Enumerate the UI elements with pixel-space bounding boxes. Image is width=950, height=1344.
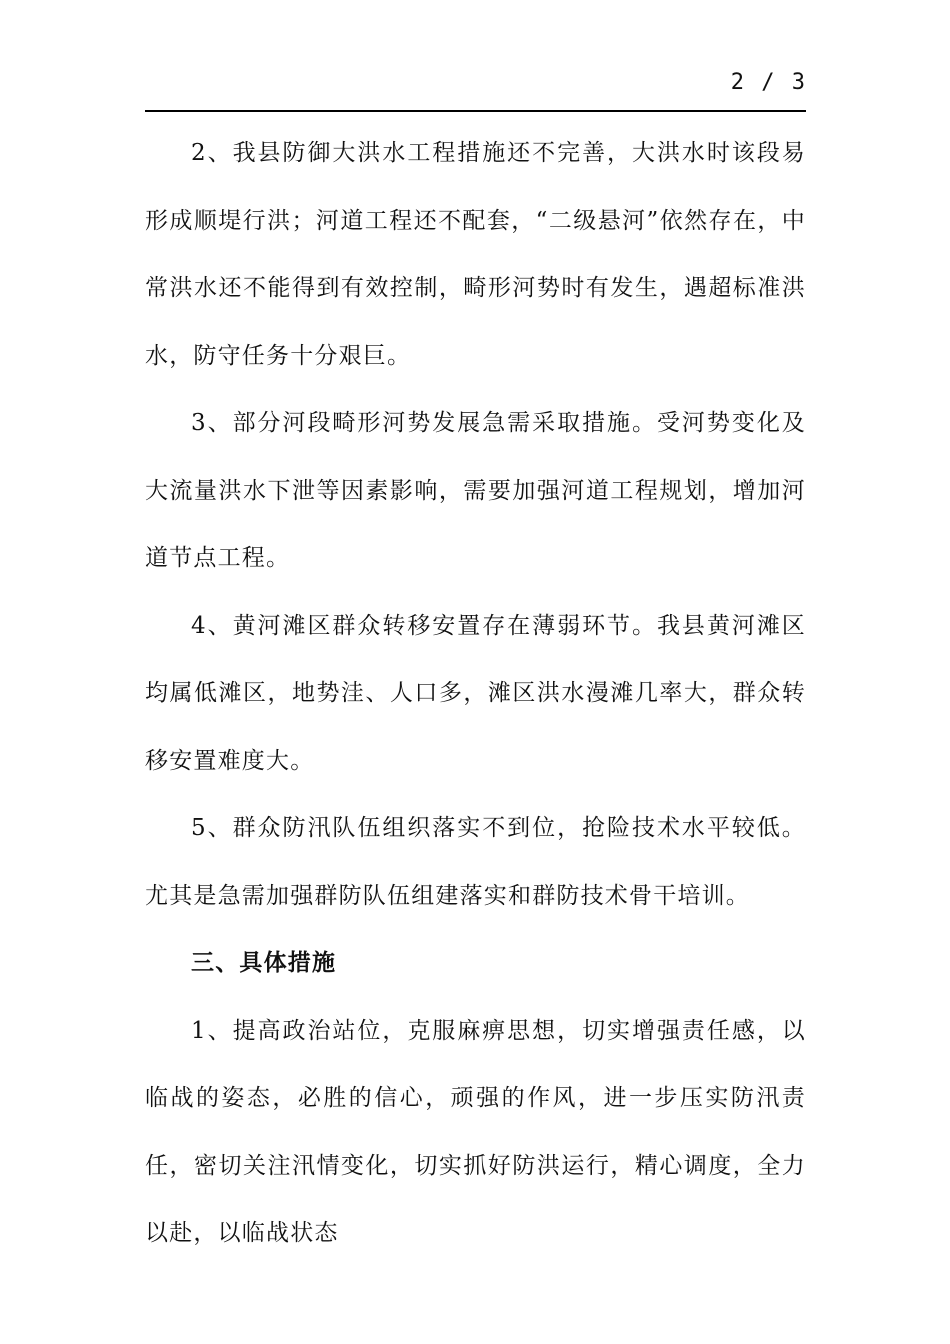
section-heading: 三、具体措施	[191, 950, 337, 976]
document-body	[145, 120, 806, 1268]
page-number: 2 / 3	[730, 70, 807, 95]
paragraph-2: 2、我县防御大洪水工程措施还不完善，大洪水时该段易形成顺堤行洪；河道工程还不配套，“二级悬河”依然存在，中常洪水还不能得到有效控制，畸形河势时有发生，遇超标准洪水，防守任务十分艰巨。	[145, 140, 806, 369]
paragraph-5: 5、群众防汛队伍组织落实不到位，抢险技术水平较低。尤其是急需加强群防队伍组建落实和群防技术骨干培训。	[145, 815, 806, 909]
paragraph-3: 3、部分河段畸形河势发展急需采取措施。受河势变化及大流量洪水下泄等因素影响，需要加强河道工程规划，增加河道节点工程。	[145, 410, 806, 571]
measure-1: 1、提高政治站位，克服麻痹思想，切实增强责任感，以临战的姿态，必胜的信心，顽强的作风，进一步压实防汛责任，密切关注汛情变化，切实抓好防洪运行，精心调度，全力以赴，以临战状态	[145, 1017, 806, 1246]
paragraph-4: 4、黄河滩区群众转移安置存在薄弱环节。我县黄河滩区均属低滩区，地势洼、人口多，滩区洪水漫滩几率大，群众转移安置难度大。	[145, 612, 806, 774]
header-divider	[145, 110, 806, 112]
